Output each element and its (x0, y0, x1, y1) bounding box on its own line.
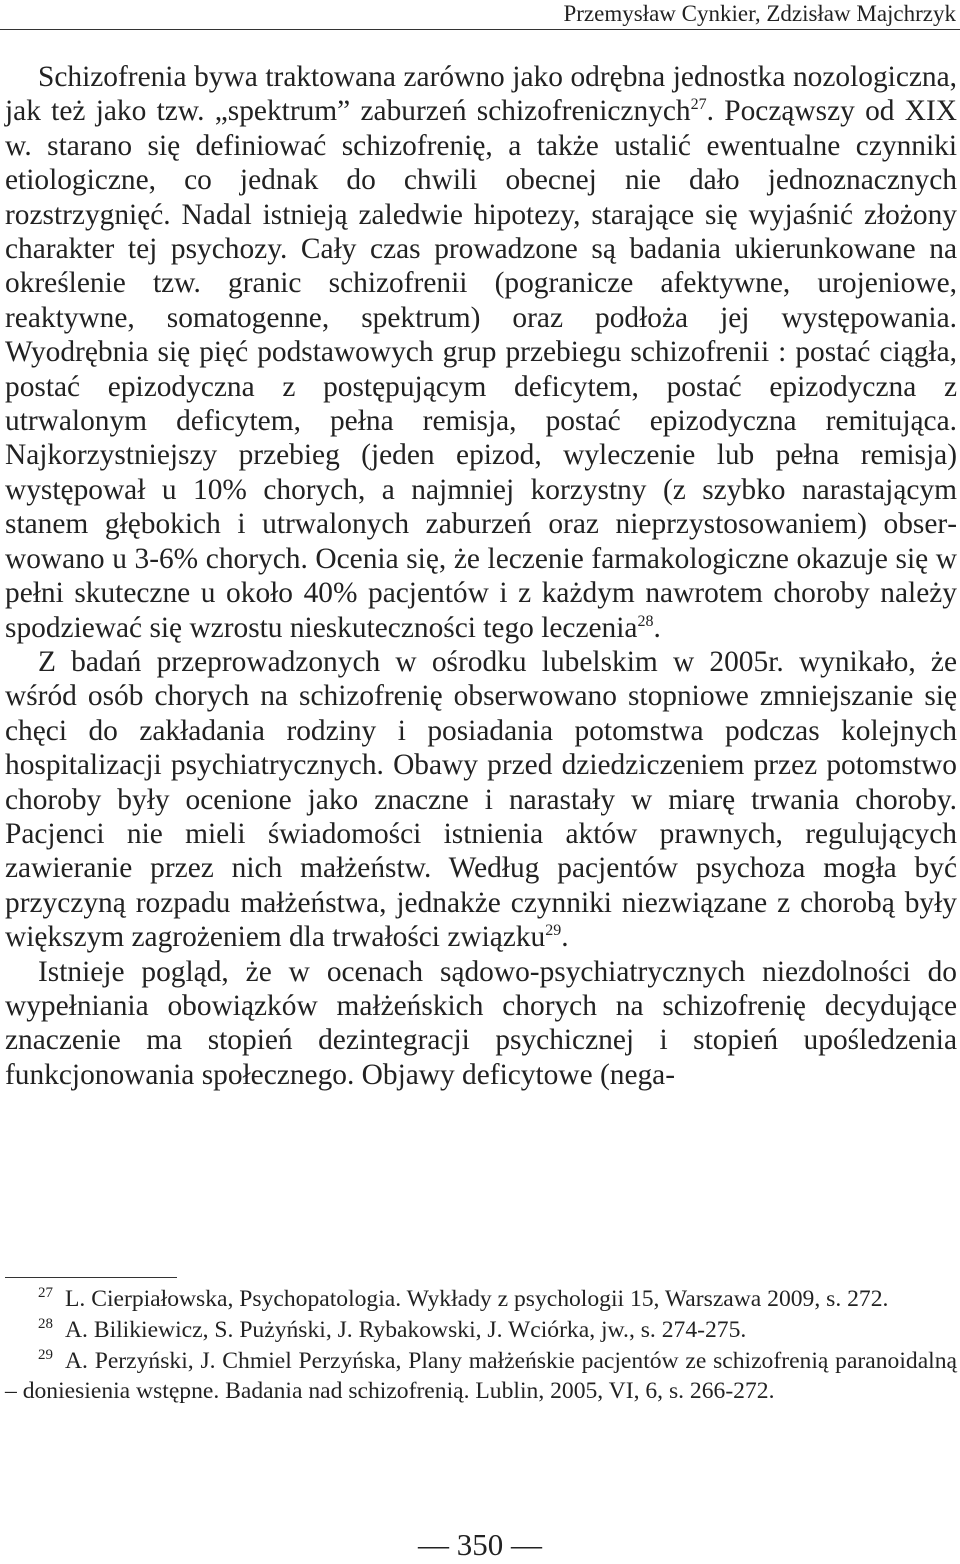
footnote-29 (5, 1346, 957, 1408)
footnote-reference[interactable]: 28 (637, 612, 654, 630)
paragraph-text: . (561, 921, 569, 954)
footnote-number: 29 (38, 1346, 53, 1363)
page-number: — 350 — (418, 1527, 542, 1562)
paragraph-2 (5, 645, 957, 955)
main-text (5, 60, 957, 1092)
footnote-text: A. Perzyński, J. Chmiel Perzyńska, Plany małżeńskie pacjentów ze schizofrenią paranoidalną – doniesienia wstępne. Badania nad schizofrenią. Lublin, 2005, VI, 6, s. 266-272. (5, 1347, 957, 1405)
header-authors: Przemysław Cynkier, Zdzisław Majchrzyk (563, 1, 956, 26)
footnote-27 (5, 1284, 957, 1315)
paragraph-text: Istnieje pogląd, że w ocenach sądowo-psychiatrycznych niezdolności do wypełniania obowiązków małżeńskich chorych na schizofrenię decydujące znaczenie ma stopień dezintegracji psychicznej i stopień upośledzenia funkcjonowania społecznego. Objawy deficytowe (nega- (5, 955, 957, 1091)
paragraph-text: Schizofrenia bywa traktowana zarówno jako odrębna jednostka nozologiczna, jak też jako tzw. „spektrum” zaburzeń schizofrenicznych (5, 61, 957, 128)
footnote-reference[interactable]: 29 (545, 922, 562, 940)
footnote-text: A. Bilikiewicz, S. Pużyński, J. Rybakowski, J. Wciórka, jw., s. 274-275. (65, 1316, 747, 1343)
paragraph-text: Z badań przeprowadzonych w ośrodku lubelskim w 2005r. wynikało, że wśród osób chorych na schizofrenię obserwowano stopniowe zmniejszanie się chęci do zakładania rodziny i posiadania potomstwa podczas kolejnych hospitalizacji psychiatrycznych. Obawy przed dziedziczeniem przez potomstwo choroby były ocenione jako znaczne i narastały w miarę trwania choroby. Pacjenci nie mieli świadomości istnienia aktów prawnych, regulujących zawieranie przez nich małżeństw. Według pacjentów psychoza mogła być przyczyną rozpadu małżeństwa, jednakże czynniki niezwiązane z chorobą były większym zagrożeniem dla trwałości związku (5, 645, 957, 954)
paragraph-text: . (653, 611, 661, 644)
paragraph-3 (5, 955, 957, 1093)
footnote-text: L. Cierpiałowska, Psychopatologia. Wykłady z psychologii 15, Warszawa 2009, s. 272. (65, 1286, 889, 1312)
footnote-number: 27 (38, 1285, 53, 1301)
footnote-separator (5, 1277, 177, 1278)
footnote-reference[interactable]: 27 (690, 96, 707, 114)
footnote-28 (5, 1315, 957, 1346)
running-header (0, 0, 960, 30)
footnote-number: 28 (38, 1315, 53, 1332)
paragraph-text: . Począwszy od XIX w. starano się definiować schizofrenię, a także ustalić ewentualne czynniki etiologiczne, co jednak do chwili obecnej nie dało jednoznacznych rozstrzygnięć. Nadal istnieją zaledwie hipotezy, starające się wyjaśnić złożony charakter tej psychozy. Cały czas prowadzone są badania ukierunkowane na określenie tzw. granic schizofrenii (pogranicze afektywne, urojeniowe, reaktywne, somatogenne, spektrum) oraz podłoża jej występowania. Wyodrębnia się pięć podstawowych grup przebiegu schizofrenii : postać ciągła, postać epizodyczna z postępującym deficytem, postać epizodyczna z utrwalonym deficytem, pełna remisja, postać epizodyczna remitująca. Najkorzystniejszy przebieg (jeden epizod, wyleczenie lub pełna remisja) występował u 10% chorych, a najmniej korzystny (z szybko narastającym stanem głębokich i utrwalonych zaburzeń oraz nieprzystosowaniem) obserwowano u 3-6% chorych. Ocenia się, że leczenie farmakologiczne okazuje się w pełni skuteczne u około 40% pacjentów i z każdym nawrotem choroby należy spodziewać się wzrostu nieskuteczności tego leczenia (5, 95, 957, 644)
paragraph-1 (5, 60, 957, 645)
footnotes (5, 1284, 957, 1407)
